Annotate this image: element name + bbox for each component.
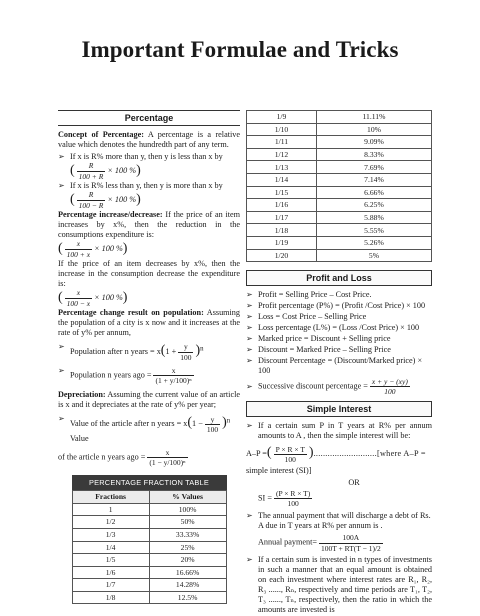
list-item-text: Loss = Cost Price – Selling Price	[258, 312, 367, 322]
table-cell: 1/11	[247, 136, 317, 149]
depreciation-text: Assuming the current value of an article is x and it depreciates at the rate of y% per year;	[58, 390, 240, 410]
table-cell: 5%	[316, 249, 431, 262]
list-item	[246, 290, 432, 300]
list-item-text: The annual payment that will discharge a debt of Rs. A due in T years at R% per annum is .	[258, 511, 431, 531]
formula-label: A–P =	[246, 449, 267, 459]
list-item	[246, 555, 432, 615]
table-cell: 5.88%	[316, 211, 431, 224]
exponent: n	[226, 417, 231, 425]
list-item	[246, 345, 432, 355]
table-cell: 6.66%	[316, 186, 431, 199]
arrow-bullet-icon: ➢	[246, 312, 253, 322]
frac-den: (1 − y/100)ⁿ	[149, 457, 186, 467]
table-cell: 10%	[316, 123, 431, 136]
formula-si	[258, 489, 432, 508]
table-cell: 100%	[149, 503, 226, 516]
table-row	[72, 579, 226, 592]
left-column	[58, 110, 240, 604]
arrow-bullet-icon: ➢	[246, 554, 253, 564]
table-row	[72, 503, 226, 516]
table-row	[247, 186, 432, 199]
population-after-inner: 1 +	[165, 347, 177, 356]
table-row	[247, 148, 432, 161]
frac-num: x	[65, 288, 92, 298]
arrow-bullet-icon: ➢	[58, 152, 65, 161]
arrow-bullet-icon: ➢	[246, 421, 253, 431]
table-cell: 1/15	[247, 186, 317, 199]
table-cell: 12.5%	[149, 591, 226, 604]
section-heading-simple-interest: Simple Interest	[246, 401, 432, 417]
table-cell: 8.33%	[316, 148, 431, 161]
table-row	[247, 161, 432, 174]
table-row	[72, 541, 226, 554]
increase-label: Percentage increase/decrease:	[58, 210, 163, 219]
population-ago-formula	[70, 366, 240, 385]
frac-num: x	[153, 366, 193, 376]
arrow-bullet-icon: ➢	[246, 301, 253, 311]
formula-label: SI =	[258, 493, 272, 503]
list-item-text: Discount = Marked Price – Selling Price	[258, 345, 391, 355]
si-label: simple interest (SI)]	[246, 466, 312, 476]
table-cell: 1/3	[72, 528, 149, 541]
arrow-bullet-icon: ➢	[58, 414, 65, 424]
list-item	[246, 334, 432, 344]
frac-den: 100 + x	[66, 249, 91, 259]
successive-discount-formula	[258, 377, 432, 396]
frac-den: 100	[384, 387, 396, 397]
depreciation-ago-formula	[58, 448, 240, 467]
formula-more: ( $\frac{R}{100 + R}$ × 100 % )	[70, 161, 141, 181]
table-cell: 9.09%	[316, 136, 431, 149]
table-cell: 1/19	[247, 236, 317, 249]
table-cell: 11.11%	[316, 111, 431, 124]
percentage-fraction-table	[72, 475, 227, 604]
table-cell: 1/14	[247, 173, 317, 186]
table-cell: 7.69%	[316, 161, 431, 174]
formula-decrease: ( $\frac{x}{100 - x}$ × 100 % )	[58, 288, 128, 308]
list-item-text: Marked price = Discount + Selling price	[258, 334, 391, 344]
list-item-text: If a certain sum is invested in n types of investments in such a manner that an equal amount is obtained on each investment where interest rates are R₁, R₂, R₃ ......, Rₙ, respectively and time periods are T₁, T₂, T₃ ......, Tₙ, respectively, then the ratio in which the amounts are invested is	[258, 554, 432, 614]
depreciation-after-label: Value of the article after n years = x	[70, 419, 188, 429]
bullet-depreciation-after	[58, 414, 240, 444]
frac-num: 100A	[319, 533, 383, 543]
depreciation-after-formula: Value of the article after n years = x(1 − $\frac{y}{100}$ )$^n$ Value	[70, 414, 231, 443]
depreciation-label: Depreciation:	[58, 390, 106, 400]
table-cell: 1/7	[72, 579, 149, 592]
section-heading-profit-loss: Profit and Loss	[246, 270, 432, 286]
table-cell: 50%	[149, 516, 226, 529]
successive-discount-label: Successive discount percentage =	[258, 381, 368, 391]
list-item-text: Profit = Selling Price – Cost Price.	[258, 290, 372, 300]
arrow-bullet-icon: ➢	[58, 342, 65, 351]
depreciation-ago-label: of the article n years ago =	[58, 452, 146, 462]
frac-num: x	[147, 448, 187, 458]
population-after-formula: Population after n years = x(1 + $\frac{y}{100}$ )$^n$	[70, 342, 204, 362]
arrow-bullet-icon: ➢	[246, 345, 253, 355]
frac-num: R	[77, 190, 106, 200]
frac-den: (1 + y/100)ⁿ	[155, 375, 192, 385]
population-label: Percentage change result on population:	[58, 308, 204, 317]
list-item	[246, 356, 432, 376]
table-cell: 25%	[149, 541, 226, 554]
arrow-bullet-icon: ➢	[246, 323, 253, 333]
table-cell: 1/4	[72, 541, 149, 554]
frac-num: y	[178, 342, 193, 352]
frac-num: P × R × T	[275, 444, 305, 454]
frac-num: x + y − (xy)	[371, 377, 408, 387]
arrow-bullet-icon: ➢	[246, 290, 253, 300]
list-item-text: Discount Percentage = (Discount/Marked price) × 100	[258, 356, 423, 376]
table-row	[247, 111, 432, 124]
list-item	[246, 323, 432, 333]
table-cell: 5.26%	[316, 236, 431, 249]
increase-text: If the price of an item increases by x%, then the reduction in the consumptions expenditure is:	[58, 210, 240, 239]
formula-less: ( $\frac{R}{100 - R}$ × 100 % )	[70, 190, 141, 210]
table-row	[247, 224, 432, 237]
percentage-fraction-table-continued	[246, 110, 432, 262]
formula-tail: × 100 %	[107, 166, 137, 175]
table-row	[247, 173, 432, 186]
increase-paragraph	[58, 210, 240, 240]
table-cell: 14.28%	[149, 579, 226, 592]
table-cell: 7.14%	[316, 173, 431, 186]
list-item-text: Profit percentage (P%) = (Profit /Cost Price) × 100	[258, 301, 426, 311]
exponent: n	[200, 345, 204, 353]
table-cell: 1/8	[72, 591, 149, 604]
depreciation-after-tail: Value	[70, 433, 89, 443]
formula-tail: × 100 %	[107, 195, 137, 204]
arrow-bullet-icon: ➢	[58, 365, 65, 375]
frac-den: 100	[180, 352, 192, 362]
table-cell: 1/10	[247, 123, 317, 136]
table-header-values: % Values	[149, 491, 226, 504]
table-cell: 16.66%	[149, 566, 226, 579]
list-item	[246, 312, 432, 322]
table-cell: 20%	[149, 554, 226, 567]
frac-den: 100	[206, 424, 219, 434]
arrow-bullet-icon: ➢	[246, 381, 253, 391]
table-row	[247, 236, 432, 249]
list-item-text: If a certain sum P in T years at R% per annum amounts to A , then the simple interest will be:	[258, 421, 432, 441]
table-cell: 1/12	[247, 148, 317, 161]
table-caption: PERCENTAGE FRACTION TABLE	[72, 475, 227, 490]
table-row	[247, 136, 432, 149]
table-cell: 1/9	[247, 111, 317, 124]
bullet-less-text: If x is R% less than y, then y is more than x by	[70, 181, 223, 190]
frac-num: x	[65, 239, 92, 249]
frac-den: 100 − R	[78, 200, 104, 210]
formula-a-minus-p: A–P =( $\frac{P \times R \times T}{100}$ )...........................[where A–P =	[246, 444, 426, 465]
formula-tail: × 100 %	[94, 293, 123, 302]
formula-tail: ...........................[where A–P =	[313, 449, 426, 459]
list-item	[246, 421, 432, 441]
table-cell: 1/17	[247, 211, 317, 224]
depreciation-after-inner: 1 −	[192, 419, 203, 429]
list-item	[246, 301, 432, 311]
frac-den: 100 − x	[66, 298, 91, 308]
table-row	[72, 554, 226, 567]
table-header-fractions: Fractions	[72, 491, 149, 504]
table-cell: 1/20	[247, 249, 317, 262]
table-row	[247, 123, 432, 136]
or-separator: OR	[348, 478, 360, 488]
table-row	[247, 249, 432, 262]
arrow-bullet-icon: ➢	[246, 511, 253, 521]
table-cell: 1/18	[247, 224, 317, 237]
list-item	[246, 511, 432, 531]
right-column	[246, 110, 432, 616]
list-item-successive-discount	[246, 377, 432, 396]
table-cell: 33.33%	[149, 528, 226, 541]
concept-text: A percentage is a relative value which denotes the hundredth part of any term.	[58, 130, 240, 149]
table-cell: 6.25%	[316, 199, 431, 212]
page-title: Important Formulae and Tricks	[81, 36, 399, 62]
bullet-population-ago	[58, 366, 240, 385]
section-heading-percentage: Percentage	[58, 110, 240, 126]
formula-label: Annual payment=	[258, 537, 317, 547]
table-cell: 1/6	[72, 566, 149, 579]
arrow-bullet-icon: ➢	[246, 334, 253, 344]
list-item-text: Loss percentage (L%) = (Loss /Cost Price) × 100	[258, 323, 420, 333]
table-cell: 1/16	[247, 199, 317, 212]
arrow-bullet-icon: ➢	[246, 356, 253, 366]
table-row	[247, 199, 432, 212]
formula-annual-payment	[258, 533, 432, 552]
formula-tail: × 100 %	[94, 244, 123, 253]
table-cell: 1/13	[247, 161, 317, 174]
population-text: Assuming the population of a city is x now and it increases at the rate of y% per annum,	[58, 308, 240, 337]
frac-num: (P × R × T)	[275, 489, 311, 499]
formula-increase: ( $\frac{x}{100 + x}$ × 100 % )	[58, 239, 128, 259]
population-after-label: Population after n years = x	[70, 347, 161, 356]
table-cell: 1/5	[72, 554, 149, 567]
frac-den: 100	[287, 499, 299, 509]
population-paragraph	[58, 308, 240, 338]
depreciation-paragraph	[58, 390, 240, 410]
table-row	[72, 591, 226, 604]
concept-paragraph	[58, 130, 240, 150]
frac-den: 100	[284, 455, 296, 465]
frac-num: y	[205, 415, 220, 425]
table-cell: 1	[72, 503, 149, 516]
frac-den: 100 + R	[78, 171, 104, 181]
table-row	[72, 516, 226, 529]
table-row	[72, 528, 226, 541]
bullet-population-after	[58, 342, 240, 362]
decrease-paragraph: If the price of an item decreases by x%, then the increase in the consumption decrease the expenditure is:	[58, 259, 240, 288]
bullet-more-text: If x is R% more than y, then y is less than x by	[70, 152, 223, 161]
frac-den: 100T + RT(T − 1)/2	[320, 543, 381, 553]
concept-label: Concept of Percentage:	[58, 130, 144, 139]
frac-num: R	[77, 161, 106, 171]
table-cell: 1/2	[72, 516, 149, 529]
population-ago-label: Population n years ago =	[70, 370, 152, 380]
table-row	[72, 566, 226, 579]
arrow-bullet-icon: ➢	[58, 181, 65, 190]
table-cell: 5.55%	[316, 224, 431, 237]
table-row	[247, 211, 432, 224]
